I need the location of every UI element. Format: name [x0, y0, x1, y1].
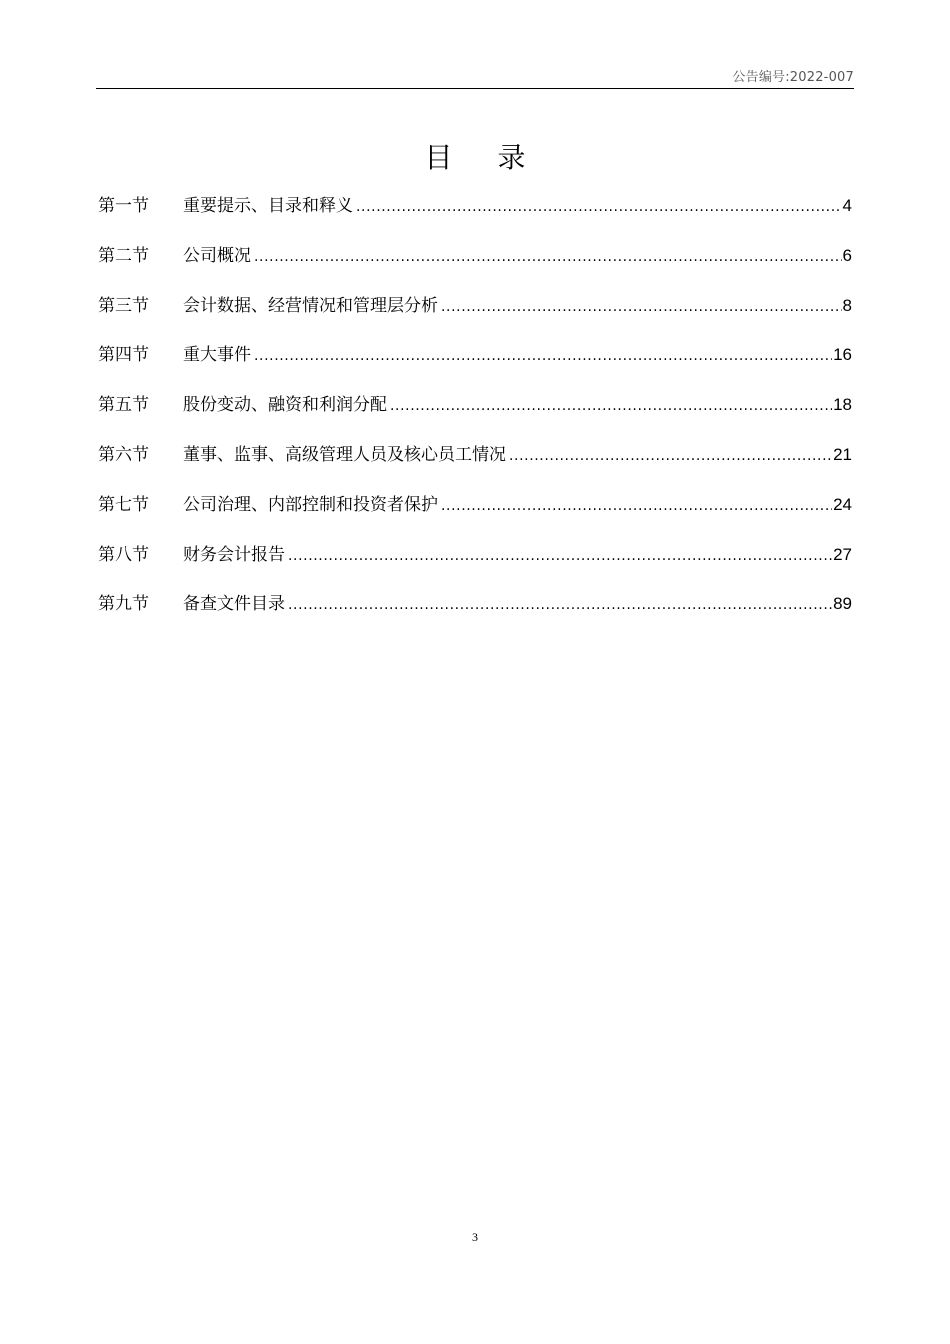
toc-dot-leader	[254, 243, 842, 271]
toc-section-number: 第八节	[98, 544, 149, 565]
toc-dot-leader	[288, 542, 832, 570]
toc-heading: 董事、监事、高级管理人员及核心员工情况	[183, 444, 506, 465]
toc-dot-leader	[441, 492, 832, 520]
toc-heading: 公司概况	[183, 245, 251, 266]
toc-entry[interactable]	[98, 192, 852, 242]
toc-page-number: 8	[842, 295, 852, 315]
toc-entry[interactable]	[98, 590, 852, 640]
toc-page-number: 89	[833, 594, 852, 614]
toc-dot-leader	[441, 293, 842, 321]
toc-section-number: 第七节	[98, 494, 149, 515]
header-divider	[96, 88, 854, 89]
toc-list	[98, 192, 852, 640]
toc-heading: 股份变动、融资和利润分配	[183, 395, 387, 416]
toc-page-number: 4	[842, 196, 852, 215]
toc-title: 目 录	[424, 141, 544, 174]
toc-heading: 重要提示、目录和释义	[183, 196, 353, 216]
toc-dot-leader	[288, 591, 832, 619]
announcement-code: 公告编号:2022-007	[732, 70, 854, 85]
toc-heading: 财务会计报告	[183, 544, 285, 565]
toc-page-number: 6	[842, 245, 852, 265]
toc-section-number: 第九节	[98, 594, 149, 615]
toc-dot-leader	[390, 392, 832, 420]
toc-section-number: 第六节	[98, 444, 149, 465]
toc-dot-leader	[509, 442, 832, 470]
toc-entry[interactable]	[98, 541, 852, 591]
toc-entry[interactable]	[98, 441, 852, 491]
toc-entry[interactable]	[98, 491, 852, 541]
toc-entry[interactable]	[98, 242, 852, 292]
toc-heading: 会计数据、经营情况和管理层分析	[183, 295, 438, 316]
toc-entry[interactable]	[98, 391, 852, 441]
toc-page-number: 16	[833, 345, 852, 365]
toc-section-number: 第五节	[98, 395, 149, 416]
toc-entry[interactable]	[98, 292, 852, 342]
toc-dot-leader	[254, 342, 832, 370]
toc-heading: 公司治理、内部控制和投资者保护	[183, 494, 438, 515]
toc-page-number: 27	[833, 544, 852, 564]
toc-heading: 重大事件	[183, 345, 251, 366]
toc-section-number: 第一节	[98, 196, 149, 216]
toc-section-number: 第四节	[98, 345, 149, 366]
toc-heading: 备查文件目录	[183, 594, 285, 615]
toc-page-number: 18	[833, 395, 852, 415]
toc-section-number: 第二节	[98, 245, 149, 266]
toc-dot-leader	[356, 193, 842, 221]
toc-page-number: 21	[833, 444, 852, 464]
toc-entry[interactable]	[98, 341, 852, 391]
toc-section-number: 第三节	[98, 295, 149, 316]
page-number: 3	[472, 1230, 478, 1244]
toc-page-number: 24	[833, 494, 852, 514]
